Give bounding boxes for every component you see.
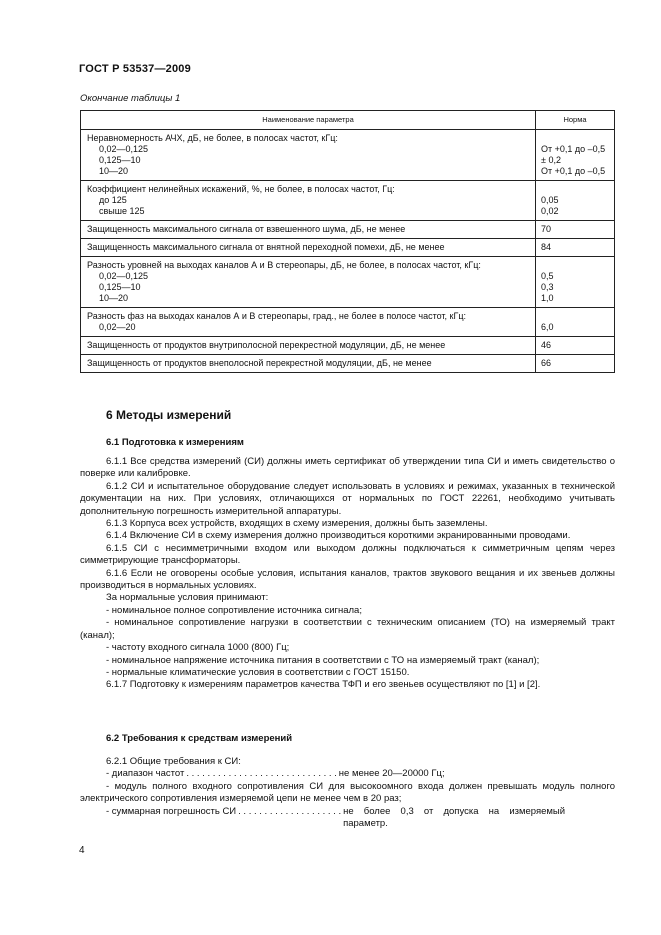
norm-value: 0,02 xyxy=(541,206,559,216)
subsection-body xyxy=(80,456,615,692)
requirement-value: не более 0,3 от допуска на измеряемый параметр. xyxy=(343,805,566,830)
paragraph: 6.1.6 Если не оговорены особые условия, испытания каналов, трактов звукового вещания и их звеньев должны производиться в нормальных условиях. xyxy=(80,567,615,592)
parameter-cell: Защищенность максимального сигнала от внятной переходной помехи, дБ, не менее xyxy=(81,239,536,257)
norm-cell xyxy=(536,257,615,308)
paragraph: - модуль полного входного сопротивления СИ для высокоомного входа должен превышать модуль полного электрического сопротивления измеряемой цепи не менее чем в 20 раз; xyxy=(80,780,615,805)
norm-cell xyxy=(536,130,615,181)
subsection-title: 6.1 Подготовка к измерениям xyxy=(106,437,244,448)
parameter-text: Разность уровней на выходах каналов А и В стереопары, дБ, не более, в полосах частот, кГц: xyxy=(87,260,481,270)
norm-value xyxy=(541,260,610,271)
norm-cell: 84 xyxy=(536,239,615,257)
list-item: - номинальное напряжение источника питания в соответствии с ТО на измеряемый тракт (канал); xyxy=(106,654,540,666)
paragraph: За нормальные условия принимают: xyxy=(106,592,269,604)
paragraph: 6.1.5 СИ с несимметричными входом или выходом должны подключаться к симметричным цепям через симметрирующие трансформаторы. xyxy=(80,542,615,567)
parameter-cell xyxy=(81,257,536,308)
norm-value: 1,0 xyxy=(541,293,554,303)
parameter-subitem: 0,125—10 xyxy=(99,282,141,292)
document-id: ГОСТ Р 53537—2009 xyxy=(79,63,191,75)
parameter-cell: Защищенность от продуктов внеполосной перекрестной модуляции, дБ, не менее xyxy=(81,355,536,373)
table-row xyxy=(81,181,615,221)
parameter-cell: Защищенность от продуктов внутриполосной перекрестной модуляции, дБ, не менее xyxy=(81,337,536,355)
parameter-cell: Защищенность максимального сигнала от взвешенного шума, дБ, не менее xyxy=(81,221,536,239)
parameters-table xyxy=(80,110,615,373)
norm-cell xyxy=(536,308,615,337)
norm-value xyxy=(541,311,610,322)
table-row xyxy=(81,221,615,239)
page-number: 4 xyxy=(79,845,85,856)
column-header-parameter: Наименование параметра xyxy=(81,111,536,130)
parameter-subitem: 0,02—0,125 xyxy=(99,271,149,281)
parameter-subitem: 0,125—10 xyxy=(99,155,141,165)
requirement-label: - диапазон частот xyxy=(106,768,185,780)
list-item: - номинальное полное сопротивление источника сигнала; xyxy=(106,604,362,616)
list-item: - нормальные климатические условия в соответствии с ГОСТ 15150. xyxy=(106,666,410,678)
norm-value xyxy=(541,133,610,144)
requirement-row: - суммарная погрешность СИ . . . . . . . . . . . . . . . . . . . . не более 0,3 от допуска на измеряемый параметр. xyxy=(80,806,615,831)
table-header-row xyxy=(81,111,615,130)
requirement-value: не менее 20—20000 Гц; xyxy=(338,768,445,780)
parameter-subitem: 10—20 xyxy=(99,166,129,176)
paragraph: 6.1.1 Все средства измерений (СИ) должны иметь сертификат об утверждении типа СИ и иметь свидетельство о поверке или калибровке. xyxy=(80,456,615,480)
parameter-subitem: свыше 125 xyxy=(99,206,145,216)
table-row xyxy=(81,239,615,257)
norm-value: ± 0,2 xyxy=(541,155,561,165)
paragraph: 6.1.4 Включение СИ в схему измерения должно производиться короткими экранированными проводами. xyxy=(106,530,571,542)
norm-cell xyxy=(536,181,615,221)
parameter-subitem: 0,02—0,125 xyxy=(99,144,149,154)
subsection-title: 6.2 Требования к средствам измерений xyxy=(106,733,293,744)
requirement-row: - диапазон частот . . . . . . . . . . . . . . . . . . . . . . . . . . . . . не менее 20—20000 Гц; xyxy=(80,768,615,780)
parameter-text: Коэффициент нелинейных искажений, %, не более, в полосах частот, Гц: xyxy=(87,184,395,194)
parameter-cell xyxy=(81,181,536,221)
table-row xyxy=(81,337,615,355)
norm-cell: 66 xyxy=(536,355,615,373)
section-title: 6 Методы измерений xyxy=(106,408,232,422)
paragraph: 6.1.7 Подготовку к измерениям параметров качества ТФП и его звеньев осуществляют по [1] и [2]. xyxy=(106,679,541,691)
norm-cell: 70 xyxy=(536,221,615,239)
parameter-cell xyxy=(81,308,536,337)
paragraph: 6.2.1 Общие требования к СИ: xyxy=(106,756,241,767)
table-row xyxy=(81,130,615,181)
parameter-cell xyxy=(81,130,536,181)
table-row xyxy=(81,308,615,337)
table-caption: Окончание таблицы 1 xyxy=(80,93,181,104)
norm-value: От +0,1 до –0,5 xyxy=(541,166,606,176)
norm-value: 0,5 xyxy=(541,271,554,281)
parameter-subitem: 0,02—20 xyxy=(99,322,136,332)
column-header-norm: Норма xyxy=(536,111,615,130)
norm-value: 6,0 xyxy=(541,322,554,332)
paragraph: 6.1.2 СИ и испытательное оборудование следует использовать в условиях и режимах, указанных в технической документации на них. При условиях, отличающихся от нормальных по ГОСТ 22261, необходимо учитывать дополнительную погрешность измерительной аппаратуры. xyxy=(80,480,615,517)
table-row xyxy=(81,355,615,373)
subsection-body xyxy=(80,756,615,830)
norm-cell: 46 xyxy=(536,337,615,355)
list-item: - номинальное сопротивление нагрузки в соответствии с техническим описанием (ТО) на измеряемый тракт (канал); xyxy=(80,617,615,641)
list-item: - частоту входного сигнала 1000 (800) Гц; xyxy=(106,642,290,654)
requirement-label: - суммарная погрешность СИ xyxy=(106,805,237,817)
norm-value xyxy=(541,184,610,195)
table-row xyxy=(81,257,615,308)
parameter-text: Разность фаз на выходах каналов А и В стереопары, град., не более в полосе частот, кГц: xyxy=(87,311,467,321)
paragraph: 6.1.3 Корпуса всех устройств, входящих в схему измерения, должны быть заземлены. xyxy=(106,518,488,530)
parameter-text: Неравномерность АЧХ, дБ, не более, в полосах частот, кГц: xyxy=(87,133,338,143)
parameter-subitem: до 125 xyxy=(99,195,127,205)
norm-value: 0,3 xyxy=(541,282,554,292)
norm-value: От +0,1 до –0,5 xyxy=(541,144,606,154)
norm-value: 0,05 xyxy=(541,195,559,205)
parameter-subitem: 10—20 xyxy=(99,293,129,303)
